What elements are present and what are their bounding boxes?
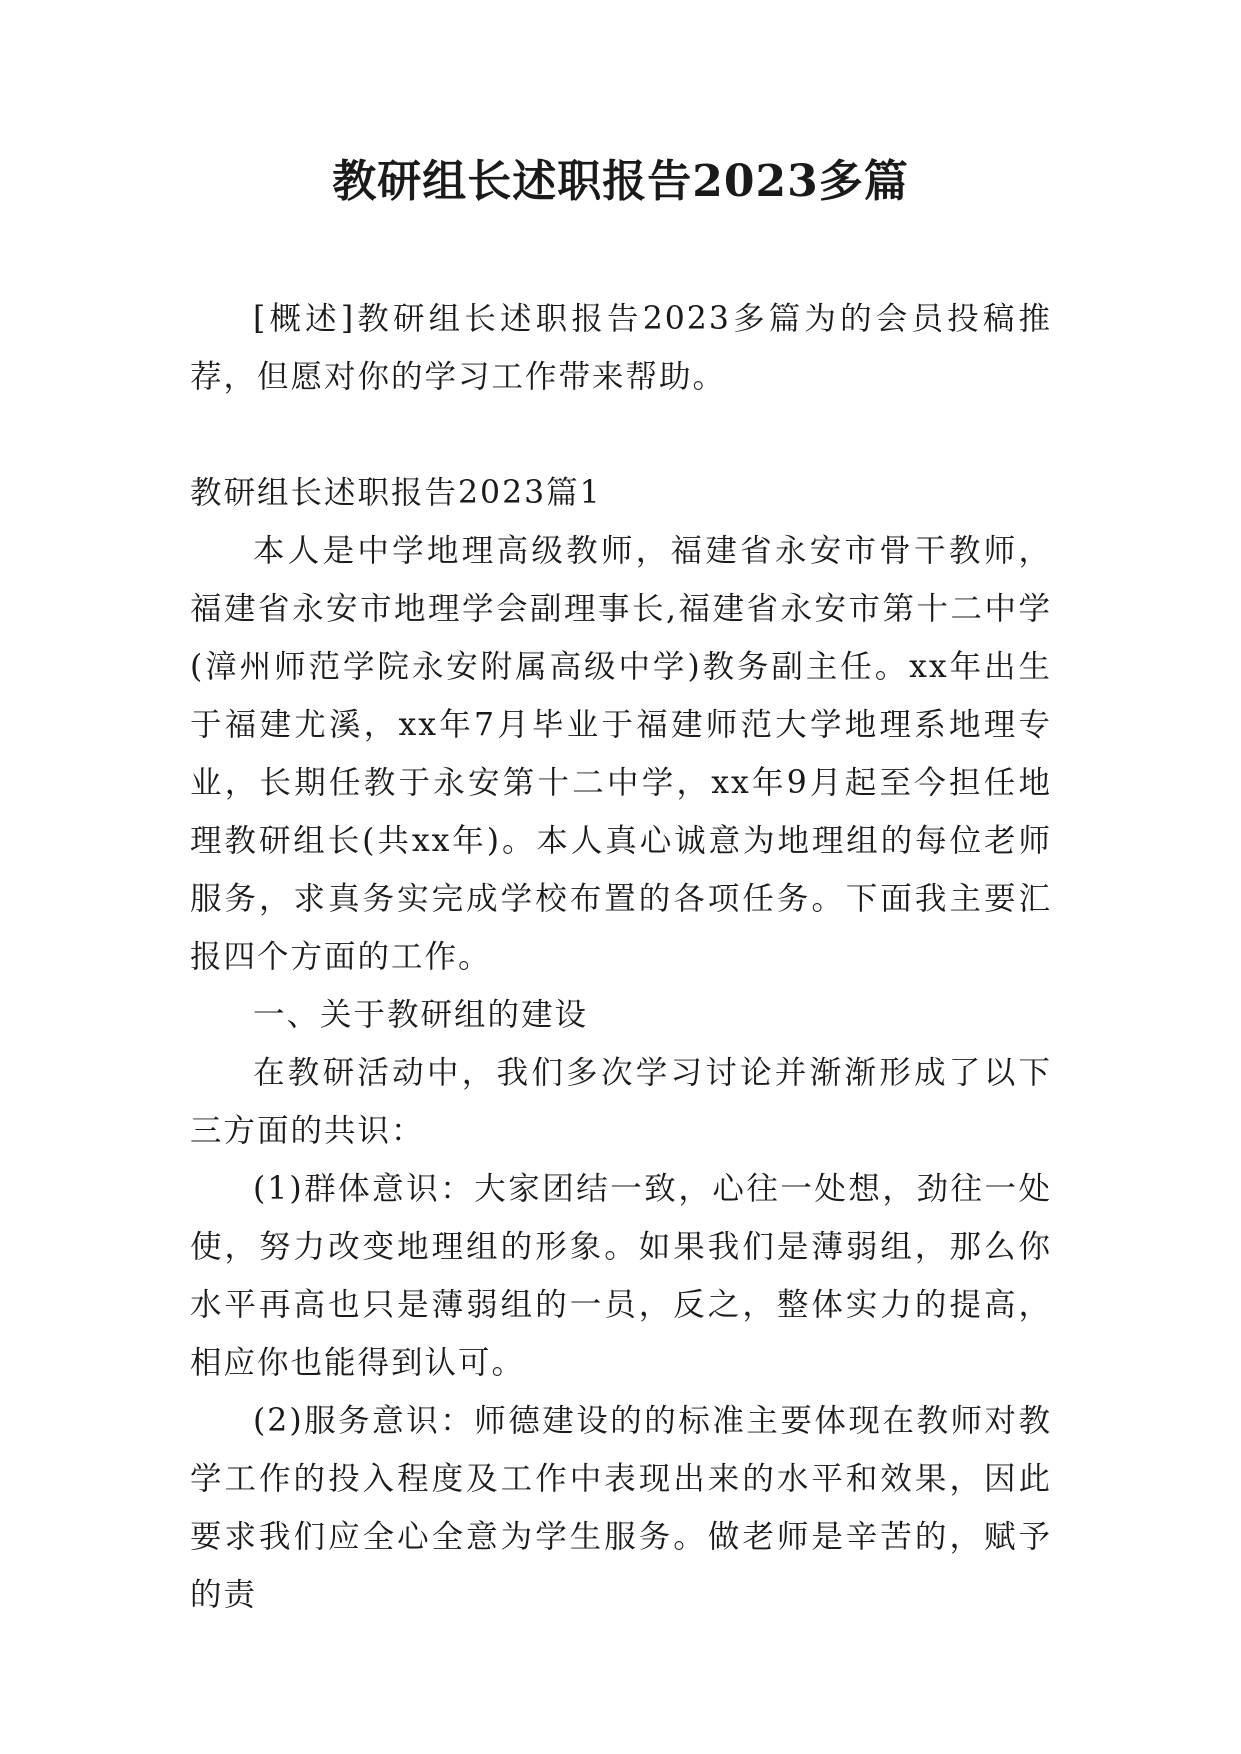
summary-paragraph: [概述]教研组长述职报告2023多篇为的会员投稿推荐，但愿对你的学习工作带来帮助。: [190, 301, 1052, 395]
paragraph-service-awareness: (2)服务意识：师德建设的的标准主要体现在教师对教学工作的投入程度及工作中表现出来的水平和效果，因此要求我们应全心全意为学生服务。做老师是辛苦的，赋予的责: [190, 1403, 1052, 1613]
paragraph-intro: 本人是中学地理高级教师，福建省永安市骨干教师，福建省永安市地理学会副理事长,福建省永安市第十二中学(漳州师范学院永安附属高级中学)教务副主任。xx年出生于福建尤溪，xx年7月毕业于福建师范大学地理系地理专业，长期任教于永安第十二中学，xx年9月起至今担任地理教研组长(共xx年)。本人真心诚意为地理组的每位老师服务，求真务实完成学校布置的各项任务。下面我主要汇报四个方面的工作。: [190, 533, 1052, 975]
document-title: 教研组长述职报告2023多篇: [332, 156, 909, 207]
paragraph-consensus: 在教研活动中，我们多次学习讨论并渐渐形成了以下三方面的共识：: [190, 1055, 1052, 1149]
section-heading: 教研组长述职报告2023篇1: [190, 475, 602, 511]
paragraph-group-awareness: (1)群体意识：大家团结一致，心往一处想，劲往一处使，努力改变地理组的形象。如果我们是薄弱组，那么你水平再高也只是薄弱组的一员，反之，整体实力的提高，相应你也能得到认可。: [190, 1171, 1052, 1381]
document-body: [190, 290, 1052, 1624]
subheading-team-building: 一、关于教研组的建设: [253, 997, 589, 1033]
